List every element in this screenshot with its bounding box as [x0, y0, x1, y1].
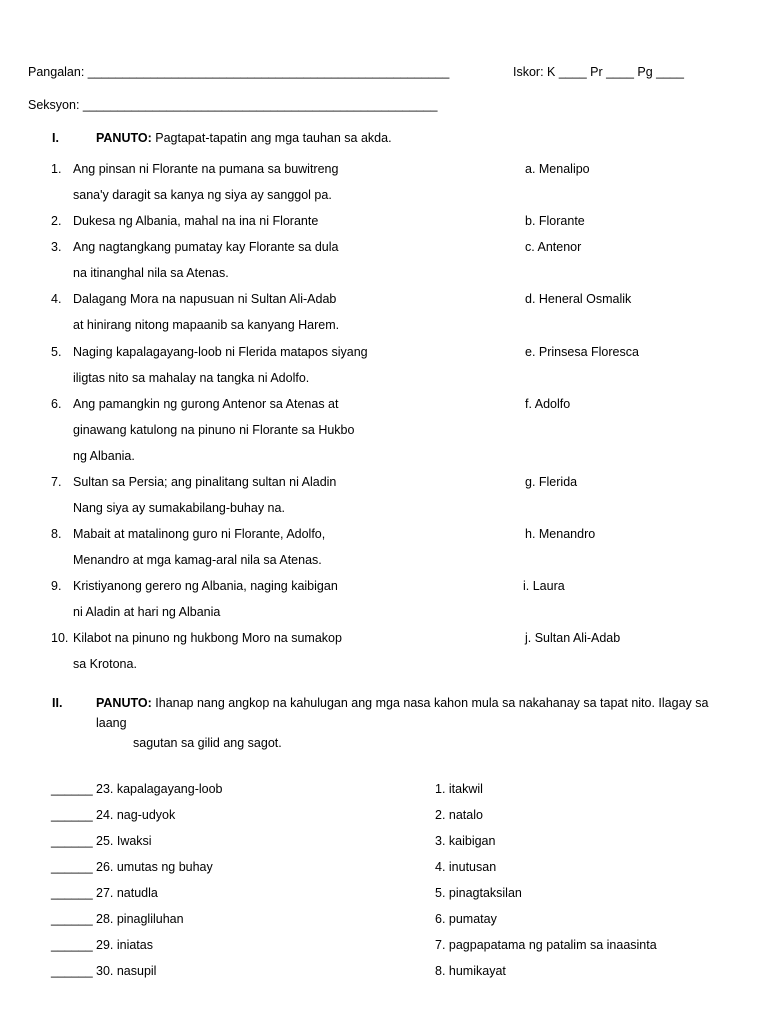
- section-field-label[interactable]: Seksyon: ___________________________________________________: [28, 98, 438, 112]
- answer-blank[interactable]: ______: [51, 808, 93, 822]
- item-description: Ang pamangkin ng gurong Antenor sa Atenas at: [73, 397, 339, 411]
- item-description-cont: sa Krotona.: [73, 657, 137, 671]
- part2-instruction-line3: sagutan sa gilid ang sagot.: [133, 736, 282, 750]
- item-description-cont: at hinirang nitong mapaanib sa kanyang Harem.: [73, 318, 340, 332]
- item-number: 4.: [51, 292, 62, 306]
- answer-choice: f. Adolfo: [525, 397, 571, 411]
- item-description-cont: iligtas nito sa mahalay na tangka ni Adolfo.: [73, 371, 310, 385]
- item-description-cont: ng Albania.: [73, 449, 135, 463]
- item-description: Sultan sa Persia; ang pinalitang sultan ni Aladin: [73, 475, 337, 489]
- item-number: 3.: [51, 240, 62, 254]
- answer-blank[interactable]: ______: [51, 886, 93, 900]
- item-description-cont: sana'y daragit sa kanya ng siya ay sanggol pa.: [73, 188, 332, 202]
- item-description-cont: ni Aladin at hari ng Albania: [73, 605, 221, 619]
- item-number: 6.: [51, 397, 62, 411]
- answer-choice: j. Sultan Ali-Adab: [525, 631, 621, 645]
- answer-blank[interactable]: ______: [51, 912, 93, 926]
- item-description-cont: na itinanghal nila sa Atenas.: [73, 266, 229, 280]
- vocabulary-term: 27. natudla: [96, 886, 158, 900]
- part2-numeral: II.: [52, 696, 63, 710]
- part2-instruction-line2: laang: [96, 716, 127, 730]
- answer-choice: b. Florante: [525, 214, 585, 228]
- item-description-cont: Menandro at mga kamag-aral nila sa Atenas.: [73, 553, 322, 567]
- item-description-cont: ginawang katulong na pinuno ni Florante sa Hukbo: [73, 423, 355, 437]
- meaning-option: 5. pinagtaksilan: [435, 886, 522, 900]
- meaning-option: 6. pumatay: [435, 912, 497, 926]
- part2-instruction-prefix: PANUTO:: [96, 696, 152, 710]
- item-description: Ang nagtangkang pumatay kay Florante sa dula: [73, 240, 339, 254]
- answer-blank[interactable]: ______: [51, 860, 93, 874]
- vocabulary-term: 26. umutas ng buhay: [96, 860, 213, 874]
- answer-choice: e. Prinsesa Floresca: [525, 345, 639, 359]
- part2-instruction-text: Ihanap nang angkop na kahulugan ang mga nasa kahon mula sa nakahanay sa tapat nito. Ilagay sa: [151, 696, 709, 710]
- answer-blank[interactable]: ______: [51, 834, 93, 848]
- part2-instruction-line1: [96, 696, 708, 710]
- vocabulary-term: 23. kapalagayang-loob: [96, 782, 223, 796]
- vocabulary-term: 29. iniatas: [96, 938, 153, 952]
- item-description: Mabait at matalinong guro ni Florante, Adolfo,: [73, 527, 326, 541]
- answer-blank[interactable]: ______: [51, 782, 93, 796]
- item-description: Dukesa ng Albania, mahal na ina ni Florante: [73, 214, 319, 228]
- answer-choice: d. Heneral Osmalik: [525, 292, 632, 306]
- answer-choice: h. Menandro: [525, 527, 596, 541]
- vocabulary-term: 25. Iwaksi: [96, 834, 152, 848]
- meaning-option: 1. itakwil: [435, 782, 483, 796]
- answer-choice: i. Laura: [523, 579, 565, 593]
- part1-instruction-text: Pagtapat-tapatin ang mga tauhan sa akda.: [151, 131, 392, 145]
- item-number: 7.: [51, 475, 62, 489]
- item-number: 9.: [51, 579, 62, 593]
- name-field-label[interactable]: Pangalan: ____________________________________________________: [28, 65, 450, 79]
- answer-choice: g. Flerida: [525, 475, 578, 489]
- answer-blank[interactable]: ______: [51, 964, 93, 978]
- answer-choice: a. Menalipo: [525, 162, 590, 176]
- meaning-option: 8. humikayat: [435, 964, 506, 978]
- item-number: 10.: [51, 631, 69, 645]
- part1-numeral: I.: [52, 131, 59, 145]
- item-description: Kilabot na pinuno ng hukbong Moro na sumakop: [73, 631, 342, 645]
- item-number: 5.: [51, 345, 62, 359]
- vocabulary-term: 24. nag-udyok: [96, 808, 176, 822]
- answer-choice: c. Antenor: [525, 240, 582, 254]
- item-description: Dalagang Mora na napusuan ni Sultan Ali-Adab: [73, 292, 337, 306]
- vocabulary-term: 30. nasupil: [96, 964, 157, 978]
- item-number: 1.: [51, 162, 62, 176]
- item-number: 2.: [51, 214, 62, 228]
- score-field-label[interactable]: Iskor: K ____ Pr ____ Pg ____: [513, 65, 684, 79]
- meaning-option: 3. kaibigan: [435, 834, 496, 848]
- answer-blank[interactable]: ______: [51, 938, 93, 952]
- meaning-option: 7. pagpapatama ng patalim sa inaasinta: [435, 938, 657, 952]
- meaning-option: 2. natalo: [435, 808, 483, 822]
- vocabulary-term: 28. pinagliluhan: [96, 912, 184, 926]
- item-description: Ang pinsan ni Florante na pumana sa buwitreng: [73, 162, 339, 176]
- item-description: Kristiyanong gerero ng Albania, naging kaibigan: [73, 579, 338, 593]
- item-description: Naging kapalagayang-loob ni Flerida matapos siyang: [73, 345, 368, 359]
- part1-instruction: [96, 131, 392, 145]
- part1-instruction-prefix: PANUTO:: [96, 131, 152, 145]
- item-number: 8.: [51, 527, 62, 541]
- item-description-cont: Nang siya ay sumakabilang-buhay na.: [73, 501, 285, 515]
- meaning-option: 4. inutusan: [435, 860, 497, 874]
